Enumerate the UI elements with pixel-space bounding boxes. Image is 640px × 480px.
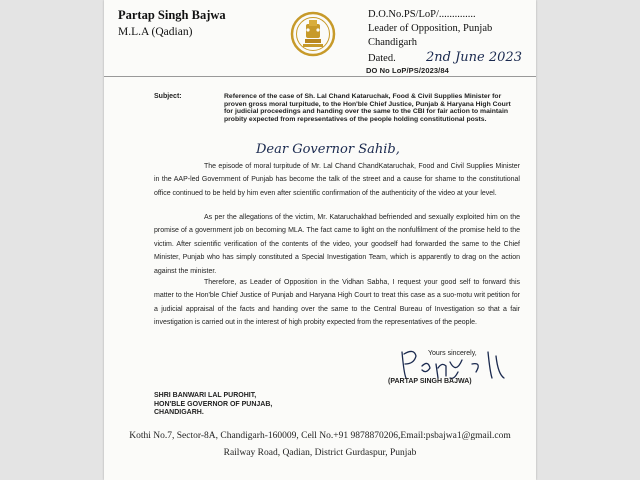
footer-line-2: Railway Road, Qadian, District Gurdaspur, Punjab: [223, 448, 417, 458]
letter-page: [104, 0, 536, 480]
city: Chandigarh: [368, 37, 417, 48]
body-paragraph-1: The episode of moral turpitude of Mr. Lal Chand ChandKataruchak, Food and Civil Supplies Minister in the AAP-led Government of Punjab has become the talk of the street and a cause for shame to the constitutional office continued to be held by him even after scientific confirmation of the authenticity of the video at your level.: [154, 163, 520, 197]
background-right: [536, 0, 640, 480]
subject-label: Subject:: [154, 93, 182, 100]
sender-name: Partap Singh Bajwa: [118, 8, 226, 22]
background-left: [0, 0, 104, 480]
do-number: D.O.No.PS/LoP/..............: [368, 9, 476, 20]
office-title: Leader of Opposition, Punjab: [368, 23, 493, 34]
body-paragraph-2: As per the allegations of the victim, Mr. Kataruchakhad befriended and sexually exploited him on the promise of a government job on becoming MLA. The fact came to light on the nonfulfilment of the promise held to the victim. After scientific verification of the contents of the video, your goodself had forwarded the same to the Chief Minister, Punjab who has simply constituted a Special Investigation Team, which is apparently to drag on the action against the minister.: [154, 214, 520, 275]
subject-text: Reference of the case of Sh. Lal Chand Kataruchak, Food & Civil Supplies Minister for proven gross moral turpitude, to the Hon'ble Chief Justice, Punjab & Haryana High Court for judicial proceedings and handing over the same to the CBI for fair action to maintain probity expected from representatives of the people holding constitutional posts.: [224, 93, 511, 123]
recipient-line-1: SHRI BANWARI LAL PUROHIT,: [154, 392, 257, 399]
footer-address: [104, 428, 536, 462]
recipient-line-2: HON'BLE GOVERNOR OF PUNJAB,: [154, 400, 273, 408]
dated-label: Dated.: [368, 53, 396, 64]
closing-yours: Yours sincerely,: [428, 350, 477, 357]
footer-line-1: Kothi No.7, Sector-8A, Chandigarh-160009, Cell No.+91 9878870206,Email:psbajwa1@gmail.com: [129, 431, 511, 441]
sender-title: M.L.A (Qadian): [118, 26, 193, 38]
body-paragraph-3: Therefore, as Leader of Opposition in the Vidhan Sabha, I request your good self to forward this matter to the Hon'ble Chief Justice of Punjab and Haryana High Court to treat this case as a suo-motu writ petition for a judicial appraisal of the facts and handing over the same to the Central Bureau of Investigation so that a fair investigation is carried out in the interest of high probity expected from the representatives of the people.: [154, 279, 520, 327]
dated-handwritten: 2nd June 2023: [426, 50, 522, 65]
signatory-name: (PARTAP SINGH BAJWA): [388, 378, 472, 385]
state-emblem-icon: [290, 10, 336, 58]
recipient-line-3: CHANDIGARH.: [154, 409, 204, 416]
salutation: Dear Governor Sahib,: [256, 142, 400, 157]
recipient-address: [154, 392, 272, 418]
do-number-stamp: DO No LoP/PS/2023/84: [366, 66, 449, 75]
header-divider: [104, 76, 536, 77]
